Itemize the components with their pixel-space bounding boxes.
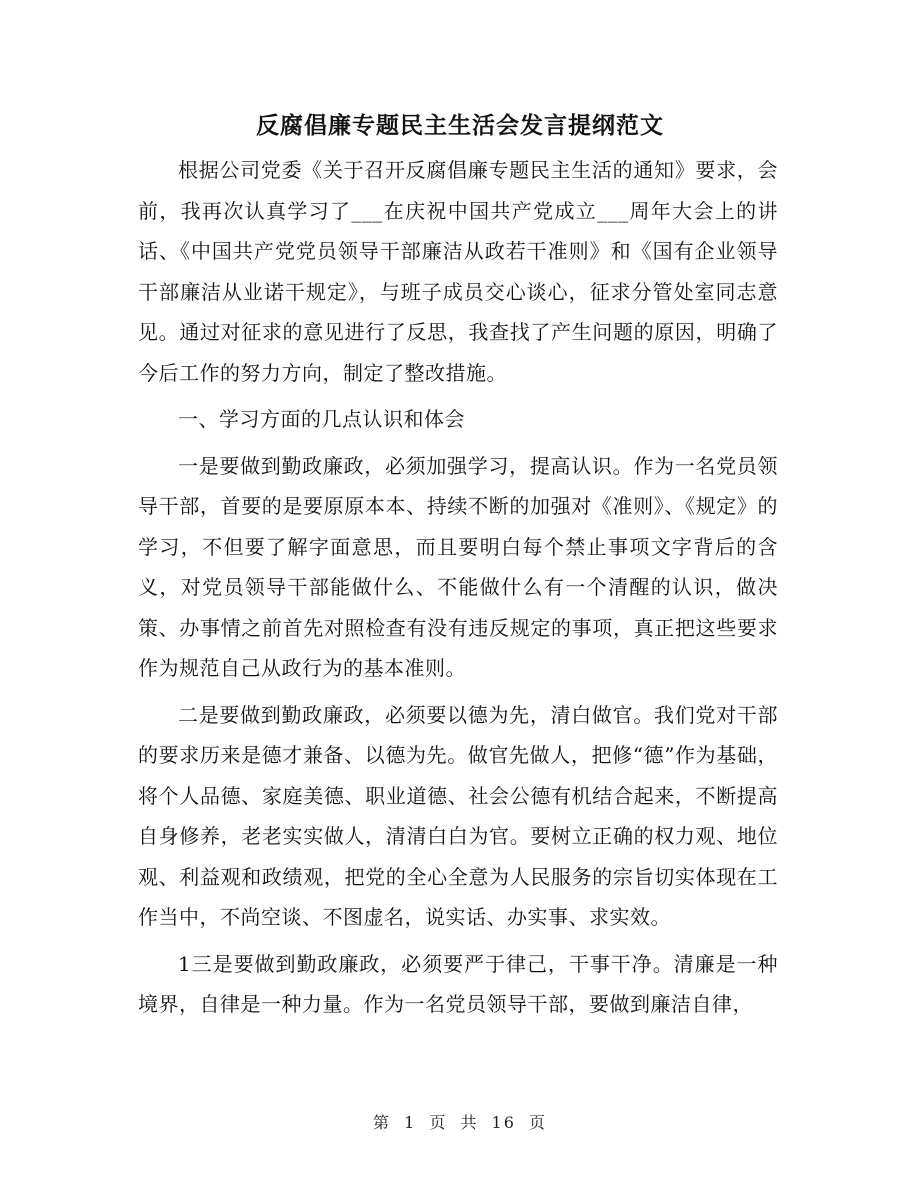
- paragraph-intro: 根据公司党委《关于召开反腐倡廉专题民主生活的通知》要求，会前，我再次认真学习了___在庆祝中国共产党成立___周年大会上的讲话、《中国共产党党员领导干部廉洁从政若干准则》和《国有企业领导干部廉洁从业诺干规定》，与班子成员交心谈心，征求分管处室同志意见。通过对征求的意见进行了反思，我查找了产生问题的原因，明确了今后工作的努力方向，制定了整改措施。: [138, 158, 778, 385]
- paragraph-point-1: 一是要做到勤政廉政，必须加强学习，提高认识。作为一名党员领导干部，首要的是要原原本本、持续不断的加强对《准则》、《规定》的学习，不但要了解字面意思，而且要明白每个禁止事项文字背后的含义，对党员领导干部能做什么、不能做什么有一个清醒的认识，做决策、办事情之前首先对照检查有没有违反规定的事项，真正把这些要求作为规范自己从政行为的基本准则。: [138, 453, 778, 680]
- document-body: [138, 150, 778, 1031]
- section-heading-1: 一、学习方面的几点认识和体会: [178, 407, 465, 431]
- document-title: 反腐倡廉专题民主生活会发言提纲范文: [256, 113, 664, 139]
- paragraph-point-2: 二是要做到勤政廉政，必须要以德为先，清白做官。我们党对干部的要求历来是德才兼备、以德为先。做官先做人，把修“德”作为基础，将个人品德、家庭美德、职业道德、社会公德有机结合起来，不断提高自身修养，老老实实做人，清清白白为官。要树立正确的权力观、地位观、利益观和政绩观，把党的全心全意为人民服务的宗旨切实体现在工作当中，不尚空谈、不图虚名，说实话、办实事、求实效。: [138, 702, 778, 929]
- paragraph-point-3: 1三是要做到勤政廉政，必须要严于律己，干事干净。清廉是一种境界，自律是一种力量。作为一名党员领导干部，要做到廉洁自律，: [138, 951, 778, 1016]
- page-number-footer: 第 1 页 共 16 页: [373, 1113, 547, 1132]
